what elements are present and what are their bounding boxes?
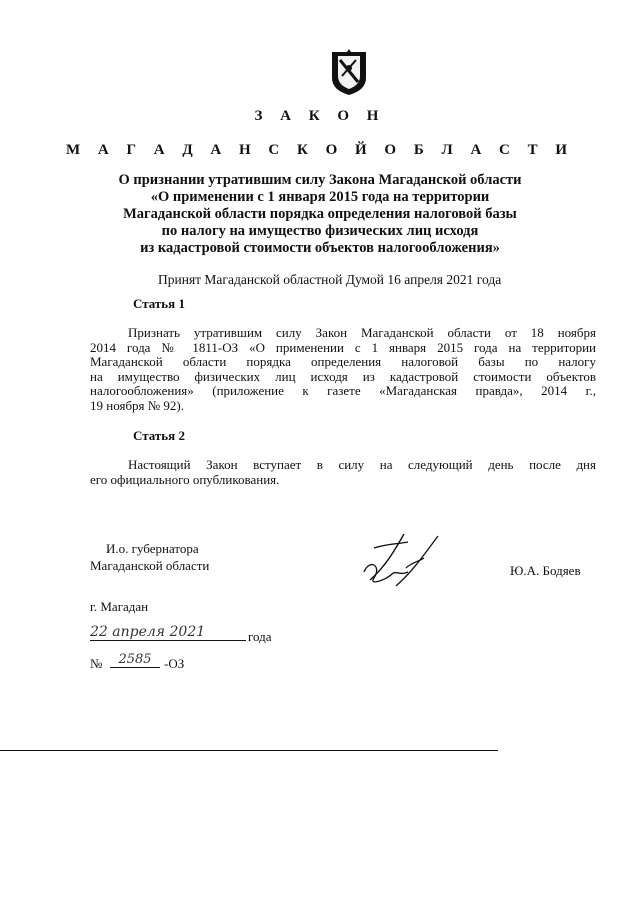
bottom-divider bbox=[0, 750, 498, 751]
signatory-region: Магаданской области bbox=[90, 558, 210, 573]
handwritten-number: 2585 bbox=[110, 652, 160, 668]
subtitle-line: «О применении с 1 января 2015 года на территории bbox=[150, 189, 490, 205]
number-prefix: № bbox=[90, 656, 103, 671]
article-2-heading: Статья 2 bbox=[133, 428, 185, 443]
text-line: Настоящий Закон вступает в силу на следующий день после дня bbox=[128, 457, 596, 472]
date-suffix: года bbox=[248, 629, 272, 644]
text-line: налогообложения» (приложение к газете «Магаданская правда», 2014 г., bbox=[90, 383, 596, 398]
handwritten-date: 22 апреля 2021 bbox=[90, 624, 246, 641]
signatory-position: И.о. губернатора bbox=[106, 541, 199, 556]
text-line: 19 ноября № 92). bbox=[90, 397, 185, 413]
article-2-text bbox=[90, 458, 596, 487]
coat-of-arms-icon bbox=[330, 46, 368, 96]
number-line bbox=[90, 652, 230, 672]
region-title: М А Г А Д А Н С К О Й О Б Л А С Т И bbox=[65, 142, 575, 158]
article-1-text bbox=[90, 326, 596, 413]
subtitle-line: Магаданской области порядка определения налоговой базы bbox=[123, 206, 517, 222]
date-line bbox=[90, 624, 290, 644]
subtitle-line: О признании утратившим силу Закона Магаданской области bbox=[118, 172, 522, 188]
text-line: на имущество физических лиц исходя из кадастровой стоимости объектов bbox=[90, 368, 596, 384]
text-line: Признать утратившим силу Закон Магаданской области от 18 ноября bbox=[128, 325, 596, 340]
law-subtitle bbox=[80, 172, 560, 257]
signatory-name: Ю.А. Бодяев bbox=[510, 563, 581, 578]
handwritten-signature-icon bbox=[356, 528, 448, 592]
adopted-note: Принят Магаданской областной Думой 16 апреля 2021 года bbox=[158, 272, 502, 287]
subtitle-line: из кадастровой стоимости объектов налогообложения» bbox=[140, 240, 500, 256]
city: г. Магадан bbox=[90, 599, 149, 614]
text-line: 2014 года № 1811-ОЗ «О применении с 1 января 2015 года на территории bbox=[90, 339, 596, 355]
subtitle-line: по налогу на имущество физических лиц исходя bbox=[161, 223, 479, 239]
text-line: Магаданской области порядка определения налоговой базы по налогу bbox=[90, 354, 596, 369]
article-1-heading: Статья 1 bbox=[133, 296, 185, 311]
number-suffix: -ОЗ bbox=[164, 656, 185, 671]
text-line: его официального опубликования. bbox=[90, 471, 280, 487]
law-title: З А К О Н bbox=[254, 108, 386, 124]
